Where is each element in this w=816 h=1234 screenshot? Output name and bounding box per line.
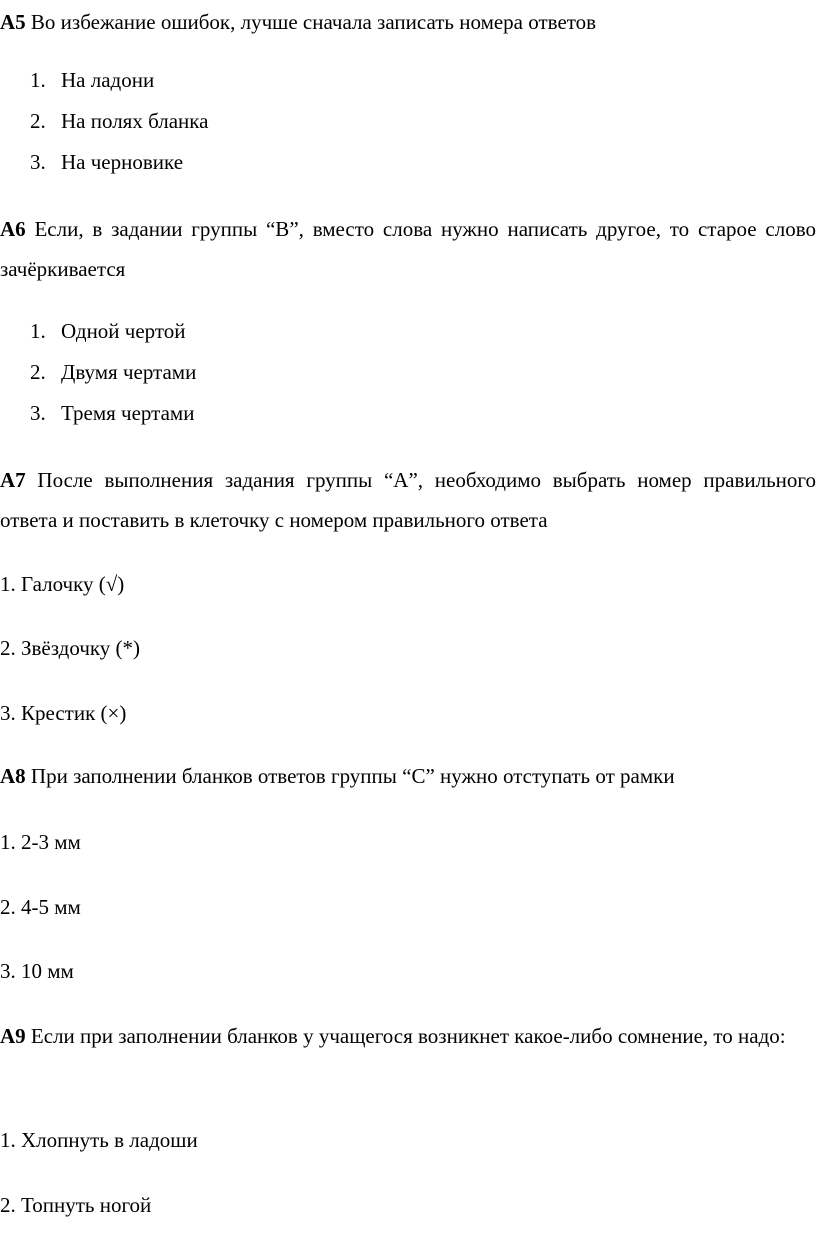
option-item: [0, 572, 124, 596]
option-item: [0, 895, 81, 919]
option-number: 1.: [30, 68, 46, 92]
question-number: А5: [0, 10, 26, 34]
option-item: [30, 401, 194, 425]
question-text: Если, в задании группы “В”, вместо слова нужно написать другое, то старое слово зачёркивается: [0, 217, 816, 281]
option-item: [0, 1193, 151, 1217]
question-number: А8: [0, 764, 26, 788]
question-a6: [0, 209, 816, 289]
question-text: Если при заполнении бланков у учащегося возникнет какое-либо сомнение, то надо:: [30, 1024, 786, 1048]
question-number: А9: [0, 1024, 26, 1048]
question-number: А6: [0, 217, 26, 241]
option-text: Тремя чертами: [61, 401, 195, 425]
option-item: [0, 959, 74, 983]
option-number: 3.: [30, 401, 46, 425]
option-text: 2. 4-5 мм: [0, 895, 81, 919]
option-text: 1. Галочку (√): [0, 572, 125, 596]
option-text: Двумя чертами: [61, 360, 197, 384]
option-item: [30, 68, 154, 92]
question-a7: [0, 460, 816, 540]
option-item: [0, 701, 126, 725]
option-number: 2.: [30, 360, 46, 384]
option-item: [30, 360, 196, 384]
question-a8: [0, 756, 816, 796]
option-text: 3. 10 мм: [0, 959, 74, 983]
option-text: Одной чертой: [61, 319, 186, 343]
option-text: 3. Крестик (×): [0, 701, 127, 725]
option-text: 1. 2-3 мм: [0, 830, 81, 854]
option-text: 2. Топнуть ногой: [0, 1193, 152, 1217]
question-number: А7: [0, 468, 26, 492]
question-a5: [0, 2, 816, 42]
option-item: [0, 636, 140, 660]
option-number: 3.: [30, 150, 46, 174]
question-a9: [0, 1016, 816, 1056]
option-text: На ладони: [61, 68, 155, 92]
option-item: [30, 319, 186, 343]
option-item: [0, 1128, 198, 1152]
question-text: Во избежание ошибок, лучше сначала записать номера ответов: [30, 10, 597, 34]
option-item: [0, 830, 81, 854]
question-text: При заполнении бланков ответов группы “С” нужно отступать от рамки: [30, 764, 675, 788]
option-item: [30, 109, 209, 133]
option-text: 1. Хлопнуть в ладоши: [0, 1128, 198, 1152]
question-text: После выполнения задания группы “А”, необходимо выбрать номер правильного ответа и поставить в клеточку с номером правильного ответа: [0, 468, 816, 532]
option-number: 1.: [30, 319, 46, 343]
option-text: На полях бланка: [61, 109, 209, 133]
option-text: 2. Звёздочку (*): [0, 636, 141, 660]
option-item: [30, 150, 183, 174]
option-text: На черновике: [61, 150, 184, 174]
option-number: 2.: [30, 109, 46, 133]
